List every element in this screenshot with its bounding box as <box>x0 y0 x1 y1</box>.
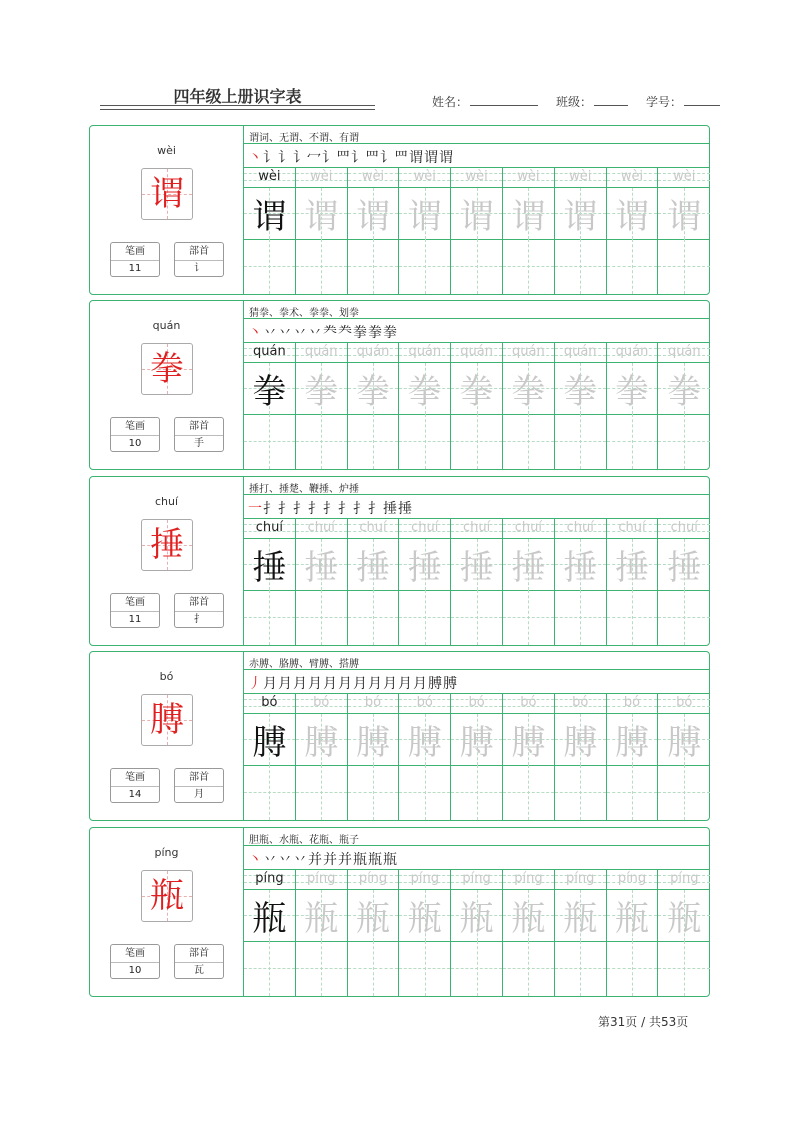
radical: 瓦 <box>194 965 204 976</box>
character-pinyin: chuí <box>154 495 179 508</box>
cell-pinyin: quán <box>667 344 701 359</box>
stroke-step: 并 <box>338 852 352 868</box>
cell-character: 捶 <box>563 548 598 588</box>
stroke-step: 捶 <box>398 501 412 517</box>
stroke-order <box>248 671 458 693</box>
stroke-order <box>248 320 398 342</box>
cell-pinyin: píng <box>410 871 439 886</box>
character-box <box>141 343 193 395</box>
radical-box <box>174 417 224 452</box>
stroke-step: 并 <box>323 852 337 868</box>
cell-pinyin: quán <box>460 344 493 359</box>
radical-label: 部首 <box>175 418 223 436</box>
character: 拳 <box>150 349 184 389</box>
student-info <box>432 93 720 110</box>
practice-cell[interactable] <box>451 342 503 469</box>
cell-character: 捶 <box>407 548 442 588</box>
cell-character: 膊 <box>407 723 442 763</box>
practice-grid <box>244 693 709 822</box>
stroke-step: 月 <box>278 676 292 692</box>
practice-cell[interactable] <box>244 869 296 996</box>
radical-box <box>174 768 224 803</box>
stroke-step: 扌 <box>323 501 337 517</box>
stroke-step: 拳 <box>353 325 367 341</box>
stroke-step: 丷 <box>293 325 307 341</box>
stroke-count-label: 笔画 <box>111 769 159 787</box>
radical-box <box>174 593 224 628</box>
practice-cell[interactable] <box>658 167 710 294</box>
cell-character: 瓶 <box>304 899 339 939</box>
practice-cell[interactable] <box>658 693 710 820</box>
practice-cell[interactable] <box>296 167 348 294</box>
cell-pinyin: quán <box>408 344 442 359</box>
stroke-step: 捶 <box>383 501 397 517</box>
stroke-step: 月 <box>338 676 352 692</box>
practice-cell[interactable] <box>451 518 503 645</box>
stroke-order <box>248 847 398 869</box>
cell-character: 膊 <box>511 723 546 763</box>
cell-pinyin: bó <box>623 695 641 710</box>
example-words: 捶打、捶楚、鞭捶、炉捶 <box>249 484 359 495</box>
cell-pinyin: bó <box>520 695 537 710</box>
stroke-step: 讠罒 <box>322 150 350 166</box>
stroke-count-box <box>110 768 160 803</box>
cell-pinyin: wèi <box>258 169 281 184</box>
stroke-count: 11 <box>128 263 142 274</box>
stroke-step: 瓶 <box>383 852 397 868</box>
stroke-count-label: 笔画 <box>111 418 159 436</box>
radical-label: 部首 <box>175 769 223 787</box>
cell-pinyin: chuí <box>670 520 698 535</box>
class-label: 班级： <box>556 95 593 109</box>
cell-character: 瓶 <box>407 899 442 939</box>
practice-cell[interactable] <box>296 342 348 469</box>
stroke-step: 扌 <box>263 501 277 517</box>
cell-pinyin: píng <box>255 871 284 886</box>
practice-panel <box>244 652 709 820</box>
cell-character: 瓶 <box>667 899 702 939</box>
cell-pinyin: chuí <box>307 520 335 535</box>
practice-cell[interactable] <box>244 342 296 469</box>
stroke-count-box <box>110 944 160 979</box>
stroke-step: 丶 <box>248 852 262 868</box>
cell-pinyin: chuí <box>618 520 646 535</box>
example-words: 谓词、无谓、不谓、有谓 <box>249 133 359 144</box>
cell-pinyin: wèi <box>569 169 592 184</box>
cell-character: 谓 <box>511 197 546 237</box>
stroke-count: 14 <box>128 789 142 800</box>
cell-character: 谓 <box>252 197 287 237</box>
stroke-step: 月 <box>398 676 412 692</box>
stroke-step: 拳 <box>383 325 397 341</box>
practice-cell[interactable] <box>555 167 607 294</box>
cell-character: 捶 <box>667 548 702 588</box>
name-field[interactable] <box>470 93 538 106</box>
practice-cell[interactable] <box>607 342 659 469</box>
stroke-count-label: 笔画 <box>111 243 159 261</box>
practice-grid <box>244 518 709 647</box>
cell-character: 谓 <box>563 197 598 237</box>
practice-cell[interactable] <box>503 869 555 996</box>
radical-box <box>174 944 224 979</box>
cell-pinyin: píng <box>617 871 647 886</box>
stroke-step: 拳 <box>368 325 382 341</box>
stroke-step: 月 <box>263 676 277 692</box>
character-card <box>89 300 710 470</box>
number-field[interactable] <box>684 93 720 106</box>
stroke-step: 谓 <box>439 150 453 166</box>
cell-character: 瓶 <box>511 899 546 939</box>
practice-cell[interactable] <box>503 342 555 469</box>
example-words: 猜拳、拳术、拳拳、划拳 <box>249 308 359 319</box>
character-panel <box>90 477 244 645</box>
character-panel <box>90 301 244 469</box>
practice-cell[interactable] <box>607 693 659 820</box>
cell-character: 膊 <box>563 723 598 763</box>
practice-cell[interactable] <box>555 693 607 820</box>
practice-panel <box>244 477 709 645</box>
cell-character: 膊 <box>304 723 339 763</box>
cell-character: 瓶 <box>614 899 649 939</box>
cell-character: 谓 <box>667 197 702 237</box>
cell-pinyin: wèi <box>361 169 385 184</box>
stroke-step: 膊 <box>443 676 457 692</box>
practice-cell[interactable] <box>503 167 555 294</box>
practice-cell[interactable] <box>348 869 400 996</box>
radical: 讠 <box>194 263 204 274</box>
stroke-step: 谓 <box>409 150 423 166</box>
character-pinyin: quán <box>152 319 181 332</box>
stroke-step: 丿 <box>248 676 262 692</box>
radical: 扌 <box>194 614 204 625</box>
cell-character: 捶 <box>252 548 287 588</box>
character-card <box>89 125 710 295</box>
character-panel <box>90 652 244 820</box>
stroke-step: 讠 <box>278 150 292 166</box>
stroke-step: 扌 <box>308 501 322 517</box>
cell-character: 捶 <box>304 548 339 588</box>
cell-pinyin: píng <box>514 871 543 886</box>
cell-character: 谓 <box>304 197 339 237</box>
cell-character: 拳 <box>563 372 598 412</box>
practice-cell[interactable] <box>658 518 710 645</box>
cell-pinyin: wèi <box>310 169 333 184</box>
stroke-step: 月 <box>323 676 337 692</box>
stroke-count: 10 <box>128 438 142 449</box>
cell-pinyin: quán <box>253 344 286 359</box>
character: 瓶 <box>150 876 184 916</box>
stroke-step: 龹 <box>338 325 352 341</box>
cell-pinyin: bó <box>572 695 589 710</box>
stroke-step: 扌 <box>293 501 307 517</box>
practice-cell[interactable] <box>503 693 555 820</box>
stroke-step: 谓 <box>424 150 438 166</box>
cell-pinyin: wèi <box>465 169 488 184</box>
page-title: 四年级上册识字表 <box>173 87 302 106</box>
cell-pinyin: bó <box>261 695 278 710</box>
radical-label: 部首 <box>175 594 223 612</box>
stroke-order <box>248 145 454 167</box>
stroke-count-label: 笔画 <box>111 594 159 612</box>
stroke-count-box <box>110 593 160 628</box>
radical-label: 部首 <box>175 243 223 261</box>
cell-character: 拳 <box>355 372 390 412</box>
radical-box <box>174 242 224 277</box>
cell-pinyin: wèi <box>413 169 436 184</box>
stroke-step: 一 <box>248 501 262 517</box>
stroke-step: 扌 <box>278 501 292 517</box>
cell-pinyin: píng <box>566 871 595 886</box>
practice-cell[interactable] <box>296 518 348 645</box>
cell-pinyin: wèi <box>620 169 644 184</box>
practice-cell[interactable] <box>399 869 451 996</box>
stroke-step: 月 <box>413 676 427 692</box>
stroke-count-label: 笔画 <box>111 945 159 963</box>
cell-pinyin: chuí <box>255 520 284 535</box>
cell-character: 拳 <box>304 372 339 412</box>
cell-character: 谓 <box>614 197 649 237</box>
cell-character: 瓶 <box>563 899 598 939</box>
practice-cell[interactable] <box>399 693 451 820</box>
cell-pinyin: píng <box>307 871 336 886</box>
cell-pinyin: chuí <box>566 520 594 535</box>
practice-grid <box>244 342 709 471</box>
stroke-step: 龹 <box>323 325 337 341</box>
name-label: 姓名： <box>432 95 469 109</box>
practice-cell[interactable] <box>244 693 296 820</box>
practice-cell[interactable] <box>244 167 296 294</box>
cell-pinyin: wèi <box>673 169 696 184</box>
stroke-step: 丶 <box>248 150 262 166</box>
cell-character: 捶 <box>355 548 390 588</box>
cell-character: 谓 <box>355 197 390 237</box>
stroke-count: 10 <box>128 965 142 976</box>
stroke-step: 瓶 <box>368 852 382 868</box>
cell-character: 膊 <box>355 723 390 763</box>
cell-character: 拳 <box>407 372 442 412</box>
cell-pinyin: píng <box>462 871 491 886</box>
stroke-step: 丷 <box>278 852 292 868</box>
character-pinyin: píng <box>154 846 179 859</box>
stroke-step: 并 <box>308 852 322 868</box>
cell-character: 拳 <box>511 372 546 412</box>
page-number: 第31页 / 共53页 <box>598 1015 689 1029</box>
cell-pinyin: wèi <box>517 169 540 184</box>
practice-cell[interactable] <box>503 518 555 645</box>
practice-cell[interactable] <box>451 869 503 996</box>
character-panel <box>90 126 244 294</box>
practice-cell[interactable] <box>244 518 296 645</box>
radical-label: 部首 <box>175 945 223 963</box>
stroke-count: 11 <box>128 614 142 625</box>
practice-panel <box>244 301 709 469</box>
stroke-step: 扌 <box>353 501 367 517</box>
practice-cell[interactable] <box>607 518 659 645</box>
cell-character: 瓶 <box>459 899 494 939</box>
character-box <box>141 694 193 746</box>
stroke-step: 月 <box>293 676 307 692</box>
cell-pinyin: quán <box>512 344 545 359</box>
character-box <box>141 168 193 220</box>
practice-cell[interactable] <box>296 693 348 820</box>
stroke-step: 讠罒 <box>351 150 379 166</box>
stroke-step: 瓶 <box>353 852 367 868</box>
cell-character: 瓶 <box>355 899 390 939</box>
character: 膊 <box>150 700 184 740</box>
stroke-step: 讠冖 <box>293 150 321 166</box>
cell-pinyin: chuí <box>514 520 543 535</box>
cell-pinyin: chuí <box>359 520 387 535</box>
cell-pinyin: quán <box>304 344 338 359</box>
practice-cell[interactable] <box>348 693 400 820</box>
practice-panel <box>244 828 709 996</box>
stroke-step: 丷 <box>308 325 322 341</box>
character-card <box>89 651 710 821</box>
stroke-step: 月 <box>383 676 397 692</box>
practice-cell[interactable] <box>296 869 348 996</box>
cell-pinyin: bó <box>676 695 693 710</box>
cell-pinyin: bó <box>364 695 382 710</box>
practice-cell[interactable] <box>348 167 400 294</box>
cell-character: 拳 <box>252 372 287 412</box>
stroke-step: 月 <box>368 676 382 692</box>
character: 谓 <box>150 174 184 214</box>
cell-pinyin: bó <box>313 695 330 710</box>
cell-pinyin: píng <box>358 871 388 886</box>
cell-pinyin: chuí <box>462 520 491 535</box>
stroke-step: 丷 <box>293 852 307 868</box>
stroke-step: 扌 <box>368 501 382 517</box>
cell-character: 瓶 <box>252 899 287 939</box>
stroke-step: 丷 <box>278 325 292 341</box>
stroke-count-box <box>110 417 160 452</box>
cell-character: 拳 <box>667 372 702 412</box>
stroke-step: 扌 <box>338 501 352 517</box>
class-field[interactable] <box>594 93 628 106</box>
character-box <box>141 870 193 922</box>
practice-cell[interactable] <box>555 342 607 469</box>
cell-character: 膊 <box>614 723 649 763</box>
character: 捶 <box>150 525 184 565</box>
radical: 手 <box>194 438 204 449</box>
stroke-step: 丶 <box>248 325 262 341</box>
character-panel <box>90 828 244 996</box>
stroke-step: 膊 <box>428 676 442 692</box>
practice-cell[interactable] <box>658 342 710 469</box>
practice-panel <box>244 126 709 294</box>
cell-character: 膊 <box>459 723 494 763</box>
cell-character: 膊 <box>252 723 287 763</box>
character-box <box>141 519 193 571</box>
practice-grid <box>244 167 709 296</box>
stroke-step: 讠 <box>263 150 277 166</box>
stroke-count-box <box>110 242 160 277</box>
practice-cell[interactable] <box>658 869 710 996</box>
cell-character: 捶 <box>511 548 546 588</box>
stroke-step: 月 <box>353 676 367 692</box>
number-label: 学号： <box>646 95 683 109</box>
character-card <box>89 827 710 997</box>
practice-cell[interactable] <box>451 167 503 294</box>
example-words: 赤膊、胳膊、臂膊、搭膊 <box>249 659 359 670</box>
cell-character: 拳 <box>614 372 649 412</box>
practice-cell[interactable] <box>607 869 659 996</box>
stroke-step: 月 <box>308 676 322 692</box>
title-underline <box>100 105 375 110</box>
cell-pinyin: quán <box>356 344 390 359</box>
character-card <box>89 476 710 646</box>
cell-character: 捶 <box>459 548 494 588</box>
character-pinyin: wèi <box>157 144 176 157</box>
practice-cell[interactable] <box>555 518 607 645</box>
cell-pinyin: bó <box>468 695 485 710</box>
practice-cell[interactable] <box>348 342 400 469</box>
stroke-order <box>248 496 413 518</box>
practice-cell[interactable] <box>348 518 400 645</box>
cell-character: 谓 <box>459 197 494 237</box>
practice-cell[interactable] <box>607 167 659 294</box>
practice-cell[interactable] <box>399 342 451 469</box>
cell-pinyin: chuí <box>411 520 439 535</box>
practice-cell[interactable] <box>451 693 503 820</box>
stroke-step: 丷 <box>263 852 277 868</box>
radical: 月 <box>194 789 204 800</box>
cell-character: 膊 <box>667 723 702 763</box>
practice-grid <box>244 869 709 998</box>
stroke-step: 丷 <box>263 325 277 341</box>
stroke-step: 讠罒 <box>380 150 408 166</box>
practice-cell[interactable] <box>555 869 607 996</box>
cell-character: 谓 <box>407 197 442 237</box>
cell-pinyin: píng <box>670 871 699 886</box>
cell-pinyin: quán <box>563 344 597 359</box>
cell-pinyin: bó <box>416 695 433 710</box>
cell-pinyin: quán <box>615 344 649 359</box>
character-pinyin: bó <box>159 670 174 683</box>
cell-character: 捶 <box>614 548 649 588</box>
practice-cell[interactable] <box>399 518 451 645</box>
example-words: 胆瓶、水瓶、花瓶、瓶子 <box>249 835 359 846</box>
practice-cell[interactable] <box>399 167 451 294</box>
cell-character: 拳 <box>459 372 494 412</box>
